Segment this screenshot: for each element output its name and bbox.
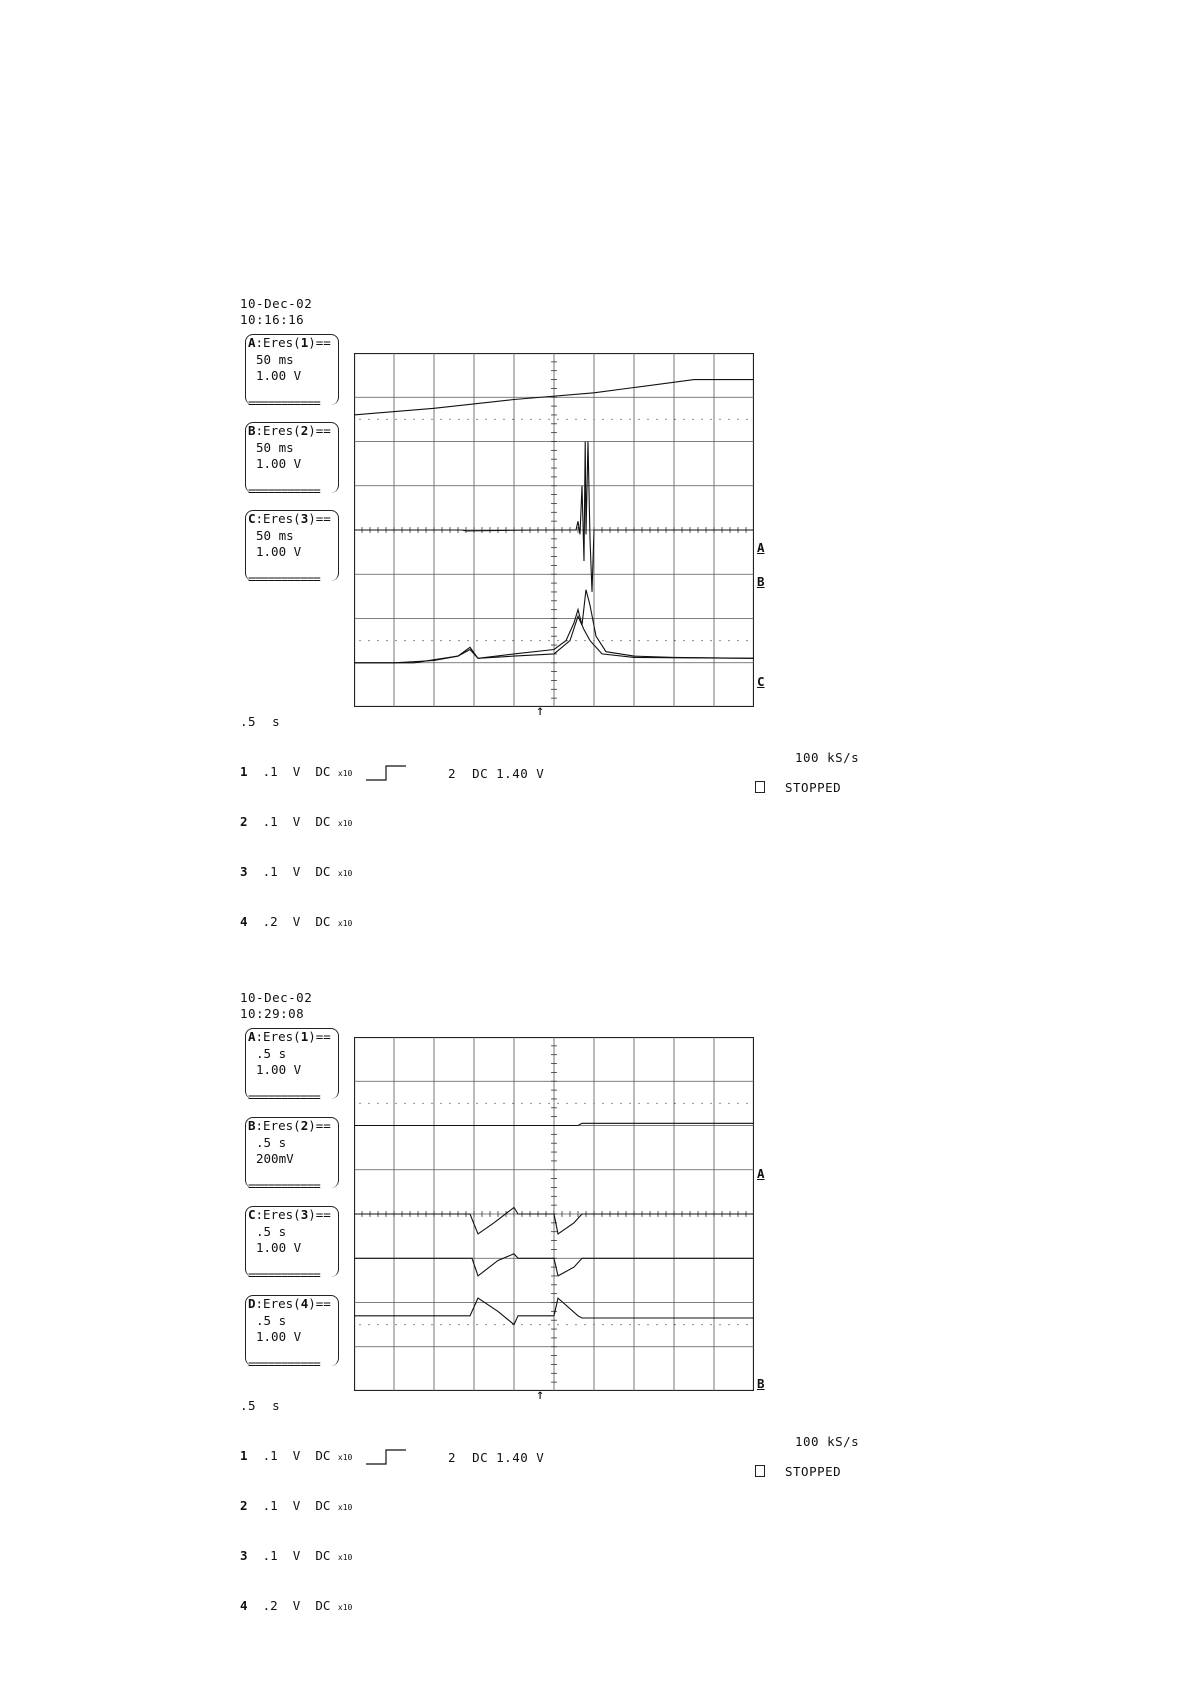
reference-dot (602, 1103, 603, 1104)
sample-rate: 100 kS/s (795, 750, 860, 765)
reference-dot (377, 419, 378, 420)
capture-date: 10-Dec-02 (240, 990, 313, 1005)
axis-marker-b: B (757, 574, 765, 589)
reference-dot (656, 419, 657, 420)
scope-capture-2 (0, 990, 1191, 1613)
reference-dot (440, 419, 441, 420)
reference-dot (422, 640, 423, 641)
reference-dot (602, 419, 603, 420)
reference-dot (719, 1324, 720, 1325)
reference-dot (395, 1324, 396, 1325)
reference-dot (512, 419, 513, 420)
reference-dot (692, 419, 693, 420)
reference-dot (746, 419, 747, 420)
reference-dot (683, 1324, 684, 1325)
reference-dot (566, 1103, 567, 1104)
sample-rate: 100 kS/s (795, 1434, 860, 1449)
reference-dot (602, 640, 603, 641)
reference-dot (530, 1103, 531, 1104)
axis-marker-b: B (757, 1376, 765, 1391)
reference-dot (701, 1103, 702, 1104)
reference-dot (449, 419, 450, 420)
channel-row: 1 .1 V DC x10 (240, 1448, 353, 1463)
timebase: .5 s (240, 1398, 281, 1413)
trace-timebase: 50 ms (256, 352, 294, 367)
trace-letter: C (248, 511, 256, 526)
reference-dot (557, 640, 558, 641)
trace-box-b: B:Eres(2)== .5 s 200mV =========== (245, 1117, 339, 1188)
reference-dot (359, 640, 360, 641)
reference-dot (485, 1103, 486, 1104)
reference-dot (485, 419, 486, 420)
reference-dot (701, 640, 702, 641)
reference-dot (548, 419, 549, 420)
reference-dot (611, 1324, 612, 1325)
channel-row: 1 .1 V DC x10 (240, 764, 353, 779)
reference-dot (683, 1103, 684, 1104)
reference-dot (476, 640, 477, 641)
trace-vdiv: 1.00 V (256, 456, 302, 471)
reference-dot (575, 1103, 576, 1104)
reference-dot (629, 1103, 630, 1104)
reference-dot (530, 1324, 531, 1325)
reference-dot (575, 1324, 576, 1325)
reference-dot (422, 1324, 423, 1325)
axis-marker-a: A (757, 540, 765, 555)
trace-timebase: .5 s (256, 1135, 287, 1150)
reference-dot (602, 1324, 603, 1325)
reference-dot (413, 419, 414, 420)
reference-dot (593, 1324, 594, 1325)
reference-dot (485, 1324, 486, 1325)
reference-dot (710, 419, 711, 420)
reference-dot (395, 640, 396, 641)
reference-dot (593, 419, 594, 420)
reference-dot (521, 640, 522, 641)
reference-dot (494, 1324, 495, 1325)
reference-dot (665, 640, 666, 641)
reference-dot (431, 640, 432, 641)
separator: =========== (248, 1178, 320, 1193)
reference-dot (575, 419, 576, 420)
reference-dot (611, 640, 612, 641)
reference-dot (701, 419, 702, 420)
trace-timebase: .5 s (256, 1046, 287, 1061)
reference-dot (521, 419, 522, 420)
reference-dot (692, 1103, 693, 1104)
reference-dot (467, 1324, 468, 1325)
reference-dot (719, 1103, 720, 1104)
reference-dot (710, 1324, 711, 1325)
reference-dot (629, 1324, 630, 1325)
trigger-edge-icon (366, 764, 410, 782)
reference-dot (656, 1103, 657, 1104)
reference-dot (494, 1103, 495, 1104)
reference-dot (683, 419, 684, 420)
reference-dot (665, 1103, 666, 1104)
reference-dot (728, 1324, 729, 1325)
reference-dot (710, 640, 711, 641)
reference-dot (368, 640, 369, 641)
scope-graticule (354, 353, 754, 707)
reference-dot (422, 1103, 423, 1104)
reference-dot (503, 640, 504, 641)
reference-dot (539, 1324, 540, 1325)
reference-dot (539, 1103, 540, 1104)
trigger-arrow-icon: ↑ (536, 1387, 545, 1403)
reference-dot (638, 1103, 639, 1104)
reference-dot (386, 419, 387, 420)
reference-dot (503, 419, 504, 420)
separator: =========== (248, 1089, 320, 1104)
reference-dot (359, 419, 360, 420)
reference-dot (467, 1103, 468, 1104)
reference-dot (710, 1103, 711, 1104)
channel-row: 4 .2 V DC x10 (240, 914, 353, 929)
reference-dot (746, 640, 747, 641)
trace-timebase: 50 ms (256, 528, 294, 543)
trace-vdiv: 1.00 V (256, 1240, 302, 1255)
reference-dot (719, 640, 720, 641)
timebase: .5 s (240, 714, 281, 729)
reference-dot (539, 419, 540, 420)
reference-dot (467, 419, 468, 420)
channel-row: 2 .1 V DC x10 (240, 814, 353, 829)
reference-dot (386, 1103, 387, 1104)
reference-dot (530, 640, 531, 641)
reference-dot (647, 1103, 648, 1104)
separator: =========== (248, 1267, 320, 1282)
reference-dot (494, 419, 495, 420)
reference-dot (395, 1103, 396, 1104)
reference-dot (656, 1324, 657, 1325)
reference-dot (521, 1103, 522, 1104)
trace-vdiv: 1.00 V (256, 544, 302, 559)
reference-dot (629, 419, 630, 420)
reference-dot (557, 419, 558, 420)
reference-dot (557, 1103, 558, 1104)
trace-vdiv: 1.00 V (256, 1062, 302, 1077)
reference-dot (413, 1324, 414, 1325)
reference-dot (620, 1324, 621, 1325)
reference-dot (638, 1324, 639, 1325)
reference-dot (377, 640, 378, 641)
acquisition-status: STOPPED (785, 780, 842, 795)
reference-dot (674, 419, 675, 420)
reference-dot (548, 1324, 549, 1325)
reference-dot (737, 1324, 738, 1325)
reference-dot (404, 1324, 405, 1325)
reference-dot (503, 1324, 504, 1325)
reference-dot (683, 640, 684, 641)
reference-dot (368, 1103, 369, 1104)
reference-dot (575, 640, 576, 641)
status-indicator-icon (755, 1465, 765, 1477)
reference-dot (485, 640, 486, 641)
reference-dot (440, 1103, 441, 1104)
reference-dot (665, 419, 666, 420)
reference-dot (503, 1103, 504, 1104)
reference-dot (593, 640, 594, 641)
reference-dot (386, 640, 387, 641)
reference-dot (404, 419, 405, 420)
capture-time: 10:29:08 (240, 1006, 305, 1021)
trigger-edge-icon (366, 1448, 410, 1466)
scope-capture-1 (0, 290, 1191, 929)
reference-dot (404, 1103, 405, 1104)
reference-dot (467, 640, 468, 641)
reference-dot (566, 419, 567, 420)
trace-timebase: .5 s (256, 1224, 287, 1239)
reference-dot (611, 419, 612, 420)
reference-dot (449, 1103, 450, 1104)
reference-dot (458, 419, 459, 420)
reference-dot (431, 1103, 432, 1104)
trace-box-c: C:Eres(3)== 50 ms 1.00 V =========== (245, 510, 339, 581)
reference-dot (737, 640, 738, 641)
reference-dot (737, 1103, 738, 1104)
reference-dot (656, 640, 657, 641)
channel-row: 3 .1 V DC x10 (240, 1548, 353, 1563)
reference-dot (476, 419, 477, 420)
reference-dot (368, 1324, 369, 1325)
reference-dot (728, 640, 729, 641)
trace-box-a: A:Eres(1)== .5 s 1.00 V =========== (245, 1028, 339, 1099)
reference-dot (584, 640, 585, 641)
capture-date: 10-Dec-02 (240, 296, 313, 311)
trigger-setting: 2 DC 1.40 V (448, 1450, 545, 1465)
reference-dot (746, 1103, 747, 1104)
reference-dot (386, 1324, 387, 1325)
reference-dot (377, 1324, 378, 1325)
reference-dot (692, 640, 693, 641)
trigger-arrow-icon: ↑ (536, 703, 545, 719)
reference-dot (431, 419, 432, 420)
reference-dot (521, 1324, 522, 1325)
reference-dot (746, 1324, 747, 1325)
reference-dot (368, 419, 369, 420)
reference-dot (584, 1103, 585, 1104)
reference-dot (647, 1324, 648, 1325)
reference-dot (584, 1324, 585, 1325)
reference-dot (359, 1324, 360, 1325)
reference-dot (512, 640, 513, 641)
status-indicator-icon (755, 781, 765, 793)
reference-dot (449, 640, 450, 641)
reference-dot (476, 1103, 477, 1104)
reference-dot (566, 1324, 567, 1325)
capture-time: 10:16:16 (240, 312, 305, 327)
reference-dot (548, 1103, 549, 1104)
acquisition-status: STOPPED (785, 1464, 842, 1479)
reference-dot (647, 640, 648, 641)
reference-dot (548, 640, 549, 641)
scope-graticule (354, 1037, 754, 1391)
reference-dot (665, 1324, 666, 1325)
reference-dot (440, 640, 441, 641)
reference-dot (620, 640, 621, 641)
reference-dot (557, 1324, 558, 1325)
reference-dot (647, 419, 648, 420)
reference-dot (413, 1103, 414, 1104)
reference-dot (674, 1324, 675, 1325)
reference-dot (692, 1324, 693, 1325)
reference-dot (638, 419, 639, 420)
reference-dot (359, 1103, 360, 1104)
reference-dot (611, 1103, 612, 1104)
channel-row: 4 .2 V DC x10 (240, 1598, 353, 1613)
separator: =========== (248, 395, 320, 410)
reference-dot (377, 1103, 378, 1104)
separator: =========== (248, 571, 320, 586)
trace-timebase: 50 ms (256, 440, 294, 455)
trace-letter: A (248, 335, 256, 350)
separator: =========== (248, 1356, 320, 1371)
reference-dot (674, 1103, 675, 1104)
trace-box-b: B:Eres(2)== 50 ms 1.00 V =========== (245, 422, 339, 493)
trace-vdiv: 1.00 V (256, 1329, 302, 1344)
reference-dot (458, 1324, 459, 1325)
reference-dot (431, 1324, 432, 1325)
reference-dot (737, 419, 738, 420)
reference-dot (395, 419, 396, 420)
trace-letter: B (248, 423, 256, 438)
reference-dot (413, 640, 414, 641)
channel-row: 3 .1 V DC x10 (240, 864, 353, 879)
reference-dot (458, 1103, 459, 1104)
reference-dot (629, 640, 630, 641)
reference-dot (593, 1103, 594, 1104)
reference-dot (674, 640, 675, 641)
reference-dot (440, 1324, 441, 1325)
trace-box-d: D:Eres(4)== .5 s 1.00 V =========== (245, 1295, 339, 1366)
reference-dot (728, 1103, 729, 1104)
reference-dot (530, 419, 531, 420)
channel-list (240, 732, 352, 964)
reference-dot (422, 419, 423, 420)
reference-dot (584, 419, 585, 420)
reference-dot (620, 419, 621, 420)
reference-dot (620, 1103, 621, 1104)
reference-dot (458, 640, 459, 641)
axis-marker-c: C (757, 674, 765, 689)
trace-timebase: .5 s (256, 1313, 287, 1328)
reference-dot (449, 1324, 450, 1325)
reference-dot (719, 419, 720, 420)
separator: =========== (248, 483, 320, 498)
trace-box-c: C:Eres(3)== .5 s 1.00 V =========== (245, 1206, 339, 1277)
reference-dot (494, 640, 495, 641)
reference-dot (539, 640, 540, 641)
reference-dot (476, 1324, 477, 1325)
reference-dot (638, 640, 639, 641)
axis-marker-a: A (757, 1166, 765, 1181)
reference-dot (512, 1103, 513, 1104)
trace-box-a: A:Eres(1)== 50 ms 1.00 V =========== (245, 334, 339, 405)
trace-vdiv: 1.00 V (256, 368, 302, 383)
reference-dot (701, 1324, 702, 1325)
trace-vdiv: 200mV (256, 1151, 294, 1166)
reference-dot (728, 419, 729, 420)
reference-dot (404, 640, 405, 641)
channel-list (240, 1416, 352, 1648)
channel-row: 2 .1 V DC x10 (240, 1498, 353, 1513)
trigger-setting: 2 DC 1.40 V (448, 766, 545, 781)
